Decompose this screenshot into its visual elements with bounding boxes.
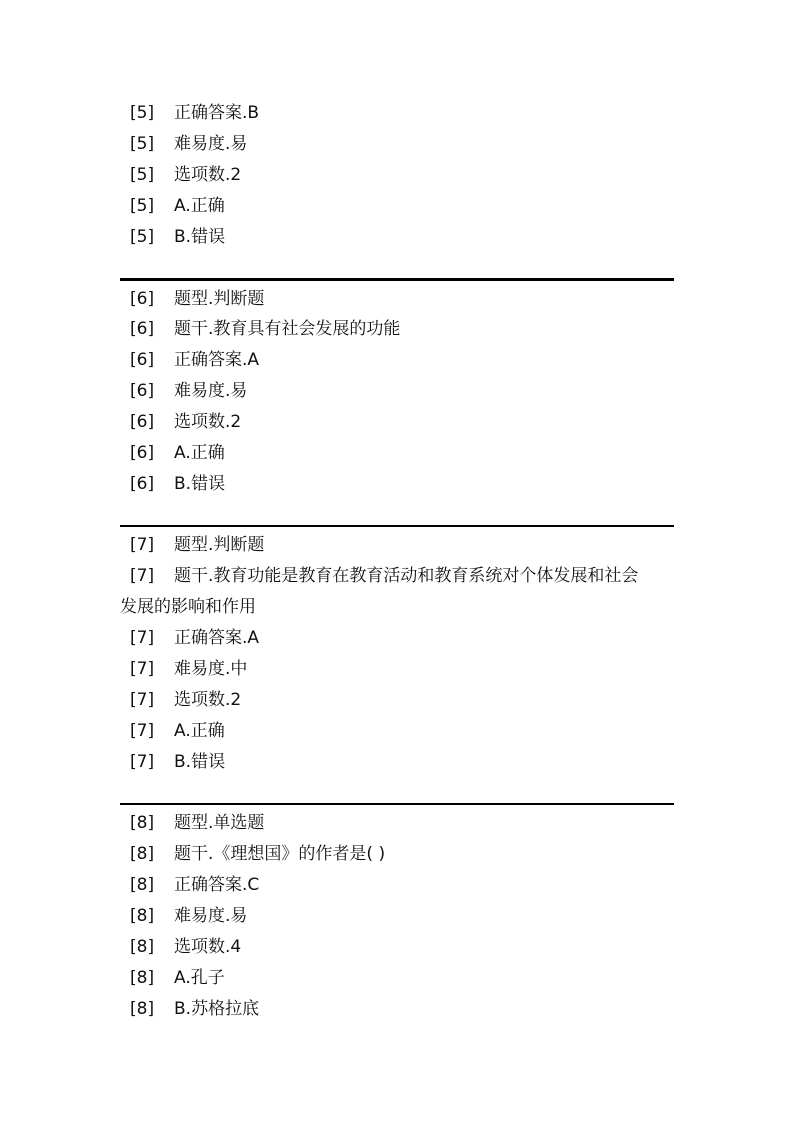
q5-tag: [5] xyxy=(130,134,155,154)
q8-tag: [8] xyxy=(130,937,155,957)
q7-type: 题型.判断题 xyxy=(174,535,265,555)
q7-tag: [7] xyxy=(130,566,155,586)
q5-tag: [5] xyxy=(130,165,155,185)
q6-answer: 正确答案.A xyxy=(174,350,260,370)
q8-option-a: A.孔子 xyxy=(174,968,225,988)
q8-option-count: 选项数.4 xyxy=(174,937,242,957)
q5-answer-line xyxy=(130,101,259,125)
q8-tag: [8] xyxy=(130,813,155,833)
q6-option-count: 选项数.2 xyxy=(174,412,242,432)
q8-difficulty: 难易度.易 xyxy=(174,906,248,926)
q6-stem-line xyxy=(130,317,400,341)
q6-tag: [6] xyxy=(130,319,155,339)
q8-answer-line xyxy=(130,873,259,897)
q6-option-count-line xyxy=(130,410,241,434)
q6-option-a: A.正确 xyxy=(174,443,225,463)
q7-option-a: A.正确 xyxy=(174,721,225,741)
q8-option-b: B.苏格拉底 xyxy=(174,999,260,1019)
q5-option-a: A.正确 xyxy=(174,196,225,216)
q7-stem-continuation: 发展的影响和作用 xyxy=(120,597,256,617)
q8-option-b-line xyxy=(130,997,259,1021)
q6-tag: [6] xyxy=(130,412,155,432)
q7-stem: 题干.教育功能是教育在教育活动和教育系统对个体发展和社会 xyxy=(174,566,639,586)
q7-tag: [7] xyxy=(130,535,155,555)
q7-tag: [7] xyxy=(130,628,155,648)
q7-type-line xyxy=(130,533,264,557)
q6-difficulty-line xyxy=(130,379,247,403)
q5-tag: [5] xyxy=(130,196,155,216)
q7-tag: [7] xyxy=(130,752,155,772)
q6-answer-line xyxy=(130,348,259,372)
q6-tag: [6] xyxy=(130,381,155,401)
q8-answer: 正确答案.C xyxy=(174,875,260,895)
q8-type: 题型.单选题 xyxy=(174,813,265,833)
q5-difficulty-line xyxy=(130,132,247,156)
q6-type: 题型.判断题 xyxy=(174,289,265,309)
q8-stem: 题干.《理想国》的作者是( ) xyxy=(174,844,386,864)
q8-tag: [8] xyxy=(130,906,155,926)
q8-tag: [8] xyxy=(130,875,155,895)
q5-option-b-line xyxy=(130,225,225,249)
q8-difficulty-line xyxy=(130,904,247,928)
q8-tag: [8] xyxy=(130,968,155,988)
q6-difficulty: 难易度.易 xyxy=(174,381,248,401)
q7-tag: [7] xyxy=(130,721,155,741)
q6-tag: [6] xyxy=(130,474,155,494)
q6-tag: [6] xyxy=(130,289,155,309)
q8-type-line xyxy=(130,811,264,835)
q7-tag: [7] xyxy=(130,659,155,679)
q6-option-b: B.错误 xyxy=(174,474,226,494)
q6-type-line xyxy=(130,287,264,311)
q8-tag: [8] xyxy=(130,999,155,1019)
q6-option-b-line xyxy=(130,472,225,496)
q7-difficulty: 难易度.中 xyxy=(174,659,248,679)
separator-rule xyxy=(120,803,674,805)
q5-tag: [5] xyxy=(130,103,155,123)
q8-option-count-line xyxy=(130,935,241,959)
q8-stem-line xyxy=(130,842,385,866)
q7-option-count: 选项数.2 xyxy=(174,690,242,710)
separator-rule xyxy=(120,278,674,281)
q7-answer: 正确答案.A xyxy=(174,628,260,648)
q7-tag: [7] xyxy=(130,690,155,710)
q6-tag: [6] xyxy=(130,443,155,463)
q7-answer-line xyxy=(130,626,259,650)
q7-stem-line xyxy=(130,564,638,588)
q5-tag: [5] xyxy=(130,227,155,247)
q7-option-a-line xyxy=(130,719,225,743)
q7-difficulty-line xyxy=(130,657,247,681)
q6-tag: [6] xyxy=(130,350,155,370)
q6-option-a-line xyxy=(130,441,225,465)
q5-option-b: B.错误 xyxy=(174,227,226,247)
q6-stem: 题干.教育具有社会发展的功能 xyxy=(174,319,401,339)
q5-option-a-line xyxy=(130,194,225,218)
q5-difficulty: 难易度.易 xyxy=(174,134,248,154)
q8-option-a-line xyxy=(130,966,225,990)
separator-rule xyxy=(120,525,674,527)
q5-answer: 正确答案.B xyxy=(174,103,260,123)
q8-tag: [8] xyxy=(130,844,155,864)
q7-option-count-line xyxy=(130,688,241,712)
q5-option-count: 选项数.2 xyxy=(174,165,242,185)
q5-option-count-line xyxy=(130,163,241,187)
q7-option-b: B.错误 xyxy=(174,752,226,772)
q7-option-b-line xyxy=(130,750,225,774)
